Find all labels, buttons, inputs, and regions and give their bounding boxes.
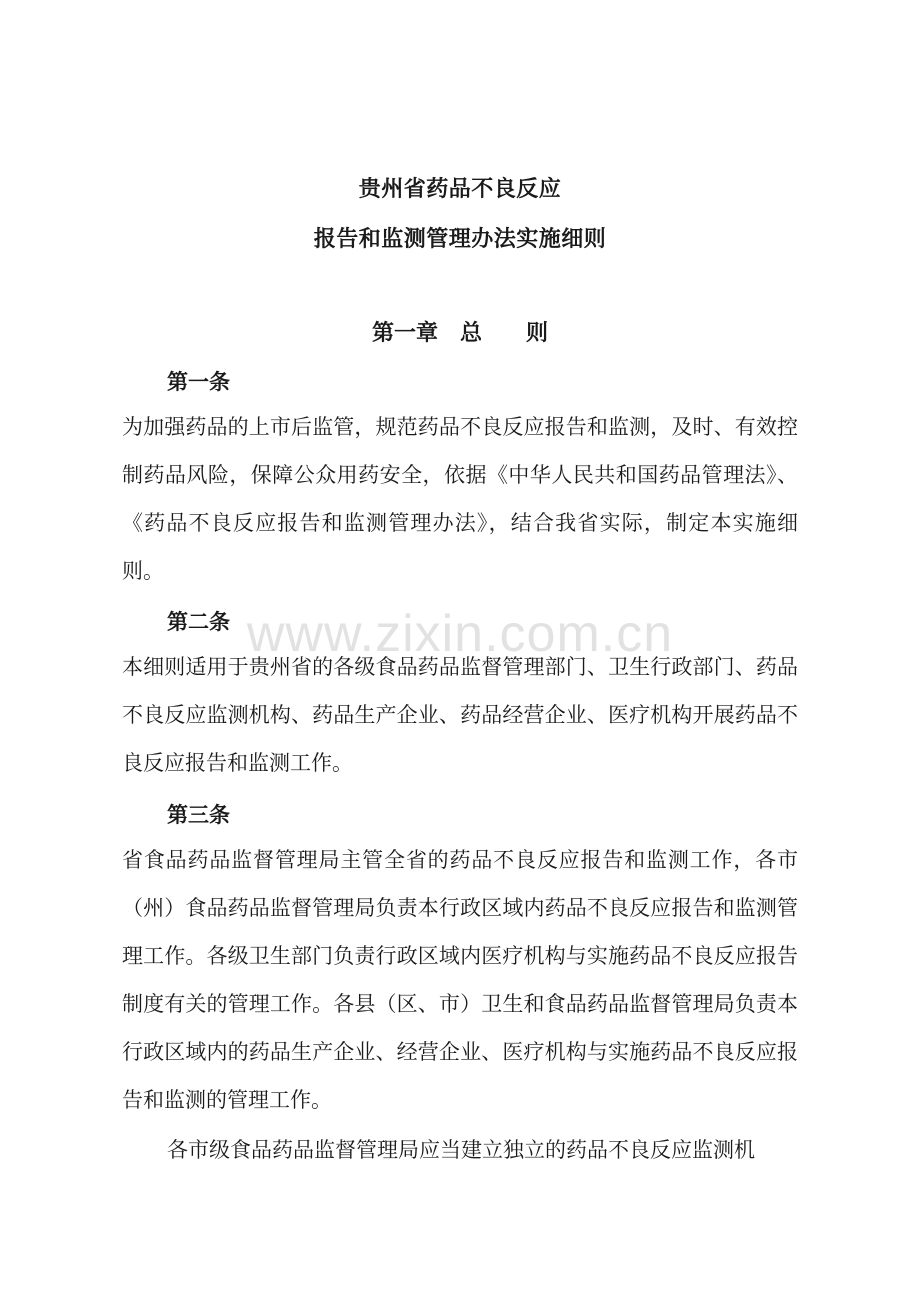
- document-title-line2: 报告和监测管理办法实施细则: [313, 227, 607, 252]
- article-heading: 第一条: [167, 370, 230, 394]
- chapter-title-part1: 总: [459, 321, 482, 346]
- article-text: 本细则适用于贵州省的各级食品药品监督管理部门、卫生行政部门、药品不良反应监测机构、药品生产企业、药品经营企业、医疗机构开展药品不良反应报告和监测工作。: [122, 655, 798, 775]
- watermark: www.zixin.com.cn: [246, 605, 674, 663]
- article-heading: 第三条: [167, 803, 230, 827]
- article-text: 为加强药品的上市后监管，规范药品不良反应报告和监测，及时、有效控制药品风险，保障公众用药安全，依据《中华人民共和国药品管理法》、《药品不良反应报告和监测管理办法》，结合我省实际，制定本实施细则。: [122, 415, 798, 583]
- trailing-paragraph: 各市级食品药品监督管理局应当建立独立的药品不良反应监测机: [167, 1138, 755, 1162]
- article-heading: 第二条: [167, 610, 230, 634]
- chapter-title-part2: 则: [526, 321, 549, 346]
- chapter-number: 第一章: [371, 321, 438, 346]
- chapter-heading: [0, 316, 920, 347]
- article-text: 省食品药品监督管理局主管全省的药品不良反应报告和监测工作，各市（州）食品药品监督管理局负责本行政区域内药品不良反应报告和监测管理工作。各级卫生部门负责行政区域内医疗机构与实施药品不良反应报告制度有关的管理工作。各县（区、市）卫生和食品药品监督管理局负责本行政区域内的药品生产企业、经营企业、医疗机构与实施药品不良反应报告和监测的管理工作。: [122, 848, 798, 1112]
- document-title-line1: 贵州省药品不良反应: [358, 177, 562, 202]
